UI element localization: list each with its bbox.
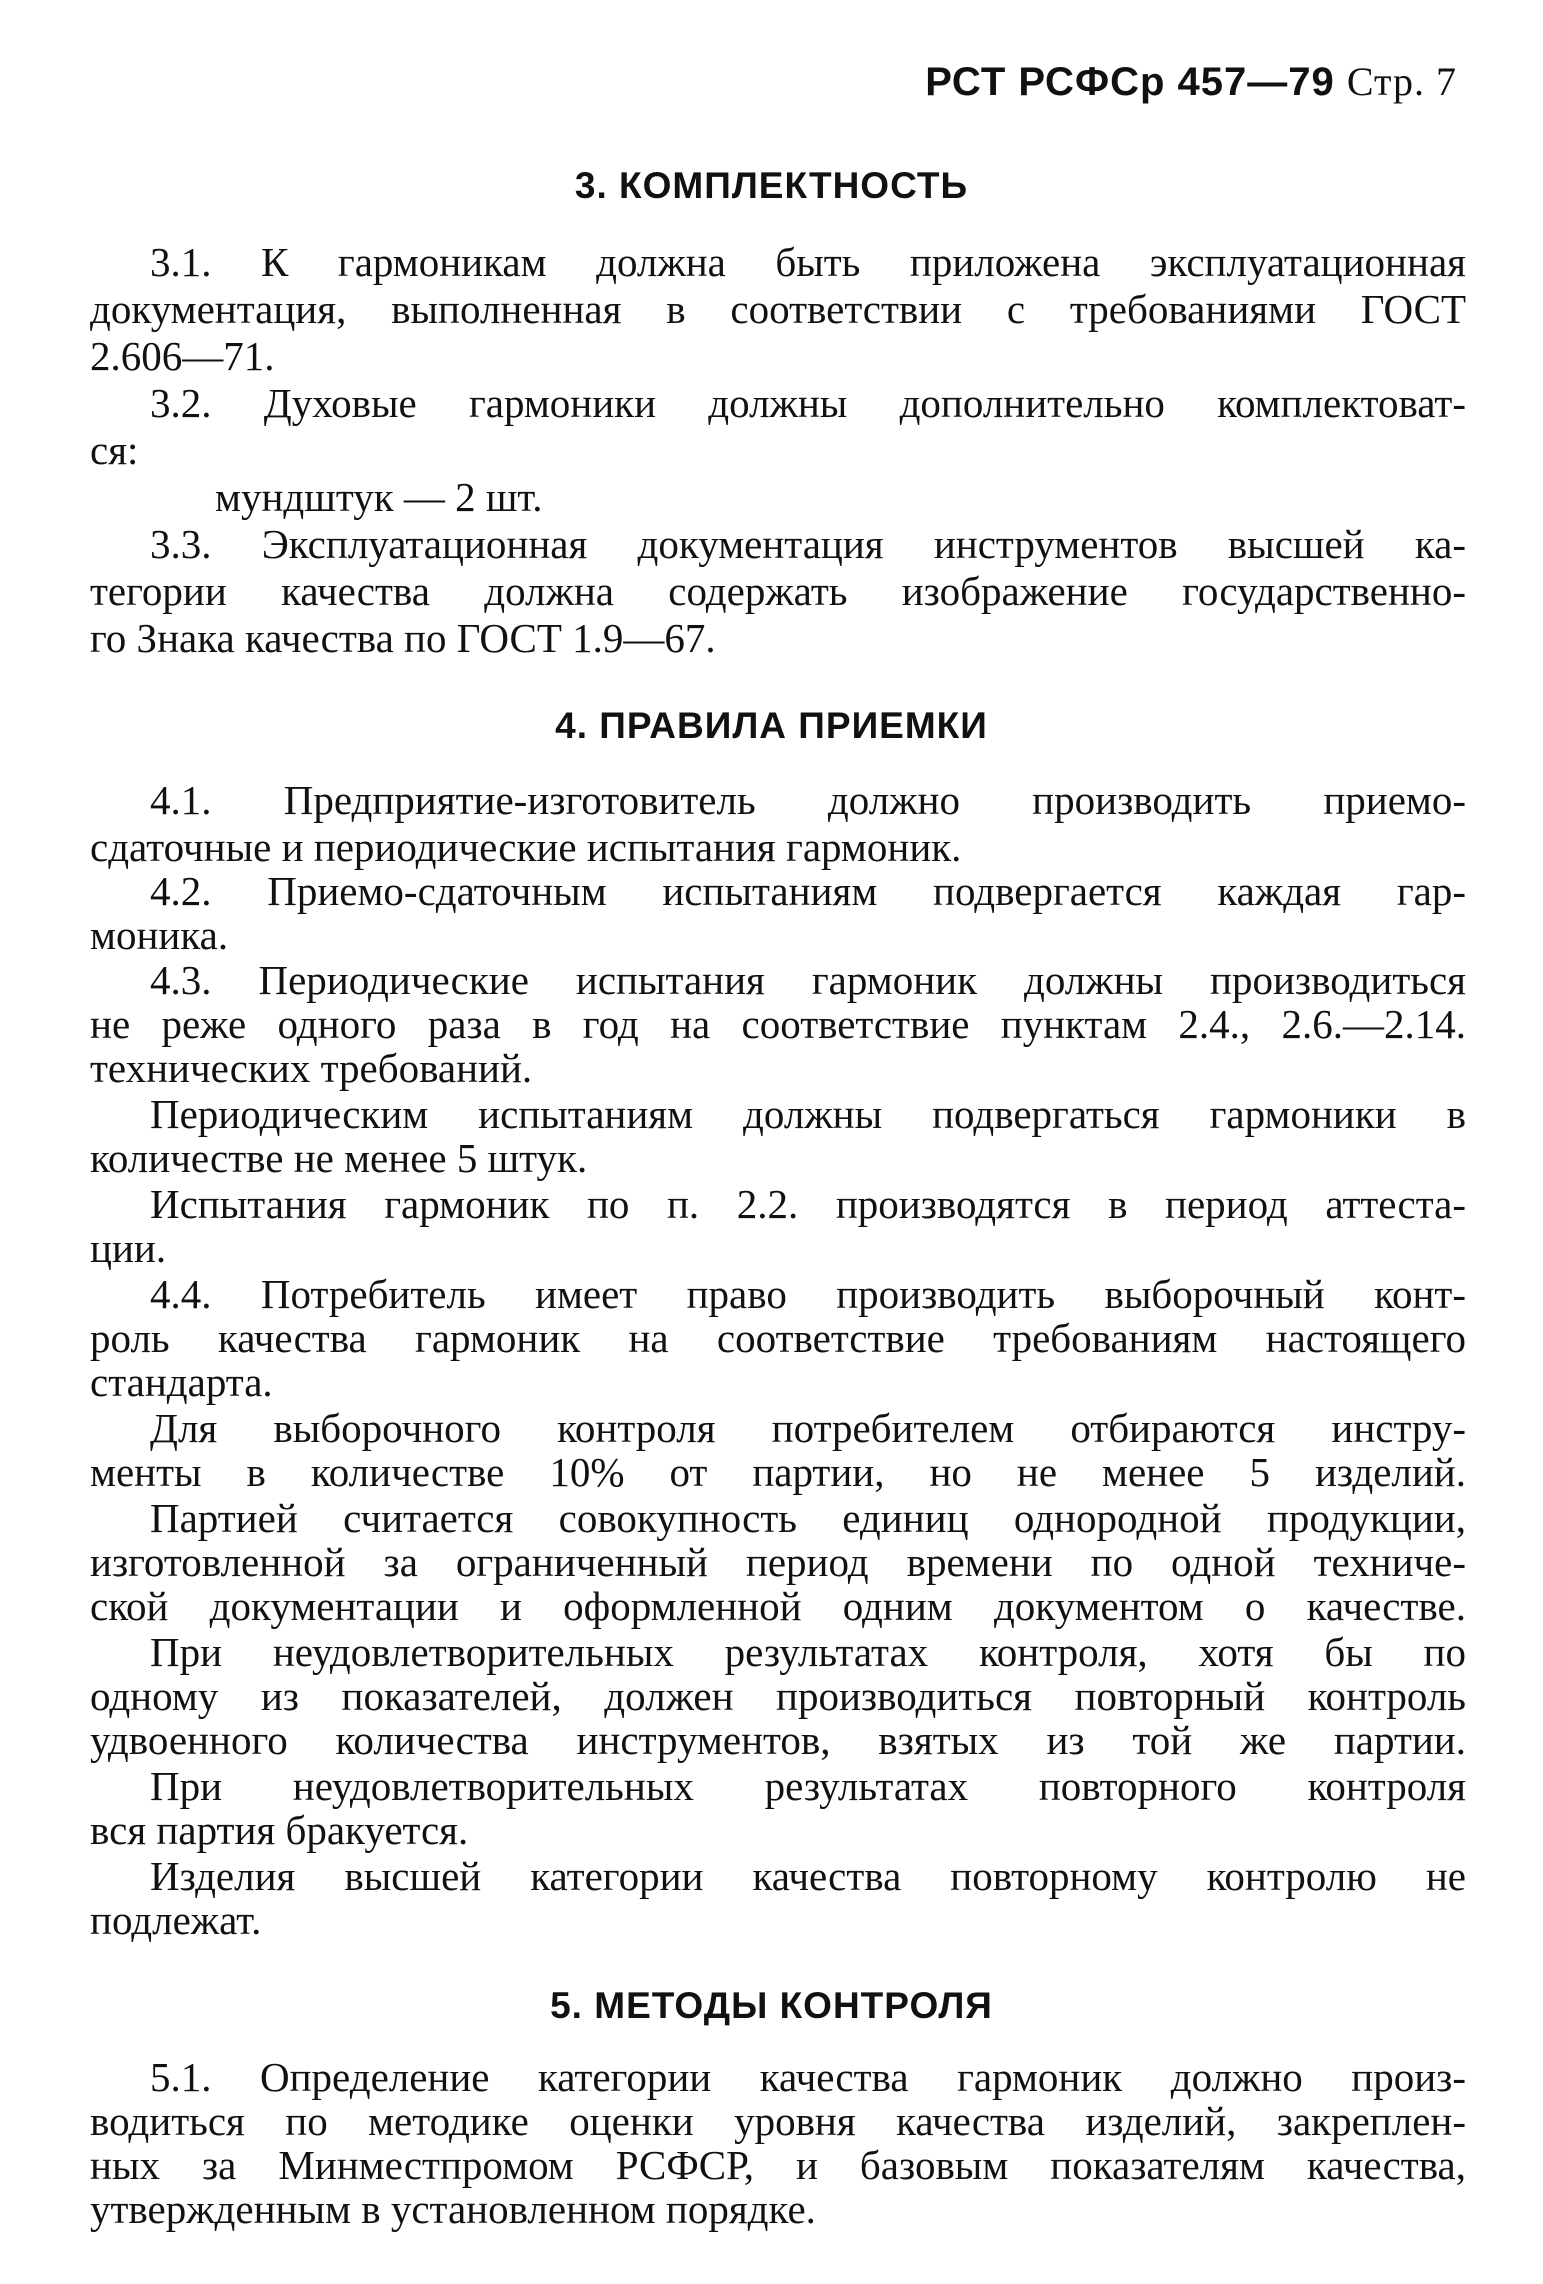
paragraph-line: вся партия бракуется. bbox=[90, 1807, 469, 1853]
paragraph-line: количестве не менее 5 штук. bbox=[90, 1135, 588, 1181]
paragraph-line: 2.606—71. bbox=[90, 333, 275, 379]
paragraph-line: 4.2. Приемо-сдаточным испытаниям подвергается каждая гар- bbox=[150, 868, 1466, 914]
paragraph-line: моника. bbox=[90, 912, 229, 958]
page-number: Стр. 7 bbox=[1346, 59, 1457, 104]
paragraph-line: Изделия высшей категории качества повторному контролю не bbox=[150, 1853, 1466, 1899]
paragraph-line: менты в количестве 10% от партии, но не менее 5 изделий. bbox=[90, 1449, 1466, 1495]
section-heading-3: 3. КОМПЛЕКТНОСТЬ bbox=[574, 165, 969, 206]
paragraph-line: При неудовлетворительных результатах повторного контроля bbox=[150, 1763, 1466, 1809]
paragraph-line: одному из показателей, должен производиться повторный контроль bbox=[90, 1673, 1466, 1719]
paragraph-line: тегории качества должна содержать изображение государственно- bbox=[90, 568, 1466, 614]
section-heading-5: 5. МЕТОДЫ КОНТРОЛЯ bbox=[550, 1985, 993, 2026]
paragraph-line: технических требований. bbox=[90, 1045, 533, 1091]
standard-designation: РСТ РСФСр 457—79 bbox=[925, 60, 1335, 104]
paragraph-line: удвоенного количества инструментов, взятых из той же партии. bbox=[90, 1717, 1466, 1763]
paragraph-line: ской документации и оформленной одним документом о качестве. bbox=[90, 1583, 1466, 1629]
paragraph-line: 3.1. К гармоникам должна быть приложена эксплуатационная bbox=[150, 239, 1466, 285]
paragraph-line: изготовленной за ограниченный период времени по одной техниче- bbox=[90, 1539, 1466, 1585]
paragraph-line: Для выборочного контроля потребителем отбираются инстру- bbox=[150, 1405, 1466, 1451]
running-header bbox=[925, 58, 1457, 105]
paragraph-line: утвержденным в установленном порядке. bbox=[90, 2186, 816, 2232]
paragraph-line: водиться по методике оценки уровня качества изделий, закреплен- bbox=[90, 2098, 1466, 2144]
paragraph-line: 4.4. Потребитель имеет право производить выборочный конт- bbox=[150, 1271, 1466, 1317]
paragraph-line: 3.2. Духовые гармоники должны дополнительно комплектоват- bbox=[150, 380, 1466, 426]
paragraph-line: 5.1. Определение категории качества гармоник должно произ- bbox=[150, 2054, 1466, 2100]
paragraph-line: не реже одного раза в год на соответствие пунктам 2.4., 2.6.—2.14. bbox=[90, 1001, 1466, 1047]
paragraph-line: 3.3. Эксплуатационная документация инструментов высшей ка- bbox=[150, 521, 1466, 567]
paragraph-line: 4.3. Периодические испытания гармоник должны производиться bbox=[150, 957, 1466, 1003]
paragraph-line: подлежат. bbox=[90, 1897, 262, 1943]
paragraph-line: 4.1. Предприятие-изготовитель должно производить приемо- bbox=[150, 777, 1466, 823]
paragraph-line: мундштук — 2 шт. bbox=[215, 474, 543, 520]
section-heading-4: 4. ПРАВИЛА ПРИЕМКИ bbox=[555, 705, 988, 746]
paragraph-line: ных за Минместпромом РСФСР, и базовым показателям качества, bbox=[90, 2142, 1466, 2188]
paragraph-line: ции. bbox=[90, 1225, 167, 1271]
paragraph-line: Партией считается совокупность единиц однородной продукции, bbox=[150, 1495, 1466, 1541]
paragraph-line: роль качества гармоник на соответствие требованиям настоящего bbox=[90, 1315, 1466, 1361]
paragraph-line: Испытания гармоник по п. 2.2. производятся в период аттеста- bbox=[150, 1181, 1466, 1227]
paragraph-line: ся: bbox=[90, 427, 139, 473]
paragraph-line: го Знака качества по ГОСТ 1.9—67. bbox=[90, 615, 716, 661]
paragraph-line: стандарта. bbox=[90, 1359, 273, 1405]
paragraph-line: При неудовлетворительных результатах контроля, хотя бы по bbox=[150, 1629, 1466, 1675]
paragraph-line: Периодическим испытаниям должны подвергаться гармоники в bbox=[150, 1091, 1466, 1137]
paragraph-line: документация, выполненная в соответствии с требованиями ГОСТ bbox=[90, 286, 1466, 332]
paragraph-line: сдаточные и периодические испытания гармоник. bbox=[90, 824, 962, 870]
